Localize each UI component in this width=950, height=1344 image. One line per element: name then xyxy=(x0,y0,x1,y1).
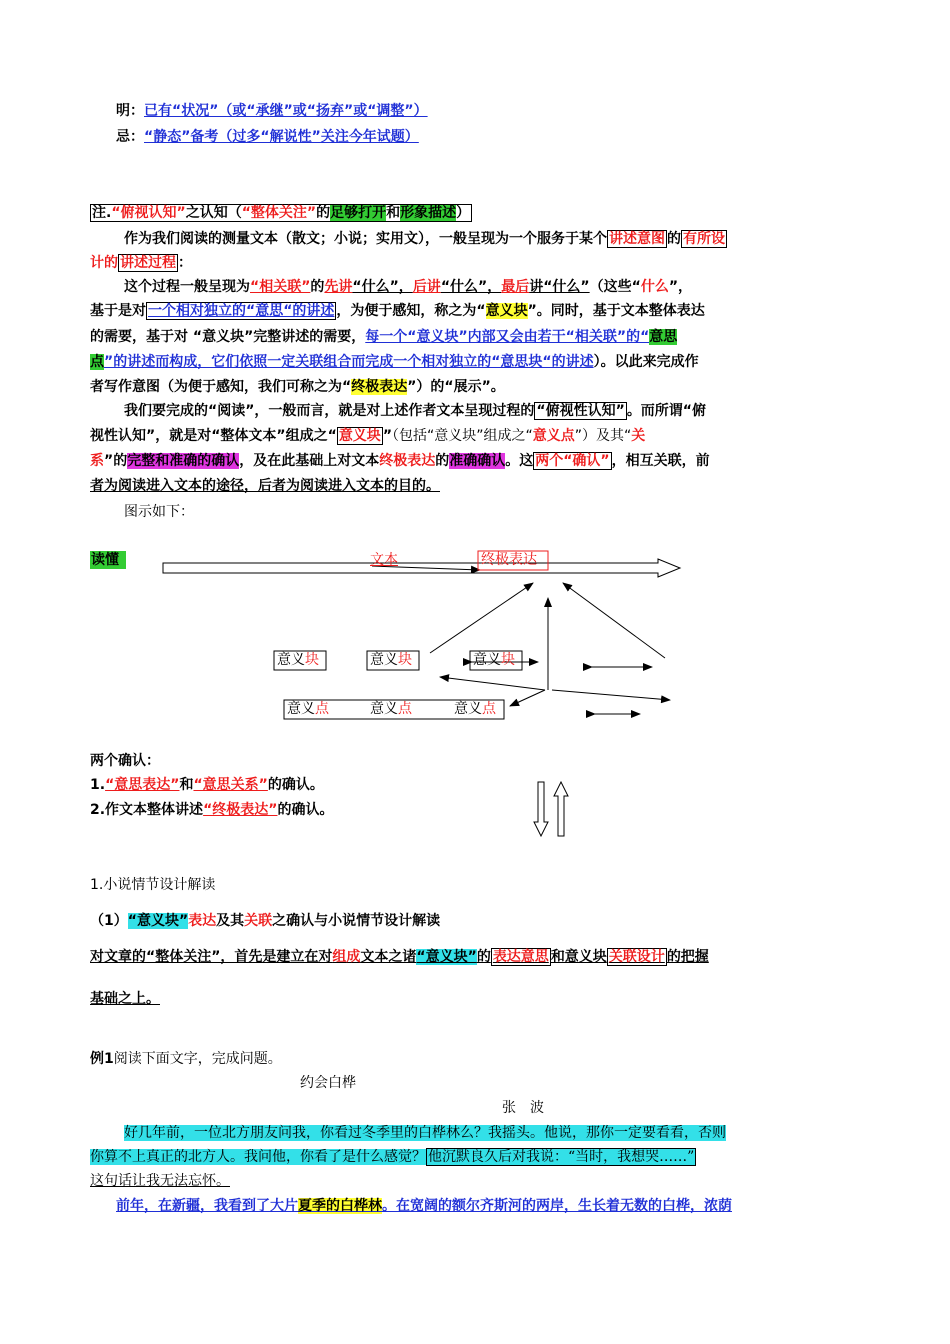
p2-l: ”， xyxy=(668,279,693,295)
p2-i: 讲“什么” xyxy=(529,279,590,295)
ex-s4a: 前年，在新疆，我看到了大片 xyxy=(116,1198,298,1214)
p3-block: 意义块 xyxy=(338,428,381,444)
c1-d: 的确认。 xyxy=(267,777,324,793)
p3-guan: 关 xyxy=(631,428,646,444)
sub-express: 表达 xyxy=(188,913,217,929)
p2-j: （这些“ xyxy=(589,279,641,295)
ex-line1 xyxy=(124,1124,726,1142)
p3-1a: 我们要完成的“阅读”，一般而言，就是对上述作者文本呈现过程的 xyxy=(124,403,535,419)
p3-2c: ” xyxy=(382,428,393,444)
p2-first: 先讲 xyxy=(324,279,353,295)
c1-c: “意思关系” xyxy=(193,777,268,793)
block-1-b: 块 xyxy=(305,652,319,668)
p2-block: 意义块 xyxy=(485,303,528,319)
p3-2f: ”）及其“ xyxy=(574,428,632,444)
note-describe: 形象描述 xyxy=(400,205,457,221)
p2-2e: ”。同时，基于文本整体表达 xyxy=(527,303,705,319)
p2-narration: 一个相对独立的“意思“的讲述 xyxy=(148,303,335,319)
p3-3b: ”的 xyxy=(104,453,128,469)
p3-1c: 。而所谓“俯 xyxy=(626,403,707,419)
point-3-b: 点 xyxy=(482,701,496,717)
pa4: “意义块” xyxy=(416,949,477,965)
section-para-a xyxy=(90,948,709,966)
p2-c: 的 xyxy=(310,279,325,295)
confirm-1 xyxy=(90,776,324,794)
note-open: 足够打开 xyxy=(330,205,387,221)
ex-s1: 好几年前，一位北方朋友问我，你看过冬季里的白桦林么？我摇头。他说，那你一定要看看，否则 xyxy=(124,1125,726,1141)
point-1 xyxy=(287,700,329,718)
note-c: 之认知（ xyxy=(185,205,242,221)
p1-text: 作为我们阅读的测量文本（散文；小说；实用文），一般呈现为一个服务于某个 xyxy=(124,231,607,247)
pa2: 组成 xyxy=(332,949,361,965)
p2-3a: 的需要，基于对 “意义块”完整讲述的需要， xyxy=(90,329,366,345)
pa6: 表达意思 xyxy=(492,949,549,965)
p2-last: 最后 xyxy=(501,279,530,295)
diagram-caption: 图示如下： xyxy=(124,504,194,520)
point-2-a: 意义 xyxy=(370,701,398,717)
p3-complete: 完整和准确的确认 xyxy=(127,453,240,469)
down-arrow xyxy=(534,782,548,836)
example-title: 约会白桦 xyxy=(300,1075,356,1091)
note-e: 的 xyxy=(316,205,331,221)
fan-3 xyxy=(552,690,670,700)
p3-accurate: 准确确认 xyxy=(449,453,506,469)
ex-line2 xyxy=(90,1148,696,1166)
ex-line3: 这句话让我无法忘怀。 xyxy=(90,1173,230,1189)
p1-process: 讲述过程 xyxy=(120,255,176,271)
example-intro xyxy=(90,1050,282,1068)
ji-text: “静态”备考（过多“解说性”关注今年试题） xyxy=(144,129,419,145)
p3-overview: “俯视性认知” xyxy=(536,403,625,419)
point-3-a: 意义 xyxy=(454,701,482,717)
note-prefix: 注. xyxy=(92,205,112,221)
p1-design: 有所设 xyxy=(683,231,725,247)
confirm-title: 两个确认： xyxy=(90,753,160,769)
c2-a: 2.作文本整体讲述 xyxy=(90,802,204,818)
p2-related: “相关联” xyxy=(250,279,311,295)
p2-point: 点 xyxy=(90,354,104,370)
block-3 xyxy=(473,651,515,669)
ex-s4b: 夏季的白桦林 xyxy=(298,1198,382,1214)
ji-label: 忌： xyxy=(116,129,144,145)
c1-a: “意思表达” xyxy=(105,777,180,793)
p1-de: 的 xyxy=(667,231,681,247)
p2-ultimate: 终极表达 xyxy=(351,379,408,395)
pa3: 文本之诸 xyxy=(360,949,417,965)
p3-two-confirm: 两个“确认” xyxy=(535,453,610,469)
p2-k: 什么 xyxy=(640,279,669,295)
p3-3d: ，及在此基础上对文本 xyxy=(239,453,380,469)
c1-b: 和 xyxy=(179,777,194,793)
tri-left xyxy=(430,583,533,653)
c1-num: 1. xyxy=(90,777,106,793)
p1-ji: 计 xyxy=(90,255,104,271)
c2-b: “终极表达” xyxy=(203,802,278,818)
p2-2a: 基于是对 xyxy=(90,303,146,319)
block-1 xyxy=(277,651,319,669)
p3-3f: 的 xyxy=(435,453,450,469)
sub-a: （1） xyxy=(90,913,128,929)
sub-d: 及其 xyxy=(216,913,245,929)
p2-3b: 每一个“意义块”内部又会由若干“相关联”的“ xyxy=(365,329,650,345)
example-author: 张 波 xyxy=(502,1100,544,1116)
tri-right xyxy=(563,583,665,658)
pa9: 的把握 xyxy=(666,949,709,965)
p2-5a: 者写作意图（为便于感知，我们可称之为“ xyxy=(90,379,352,395)
pa5: 的 xyxy=(476,949,491,965)
section-heading: 1.小说情节设计解读 xyxy=(90,877,216,893)
read-label: 读懂 xyxy=(91,552,119,568)
note-i: ） xyxy=(456,205,471,221)
block-3-a: 意义 xyxy=(473,652,501,668)
ming-label: 明： xyxy=(116,103,144,119)
pa8: 关联设计 xyxy=(608,949,665,965)
sub-f: 之确认与小说情节设计解读 xyxy=(272,913,441,929)
confirm-2 xyxy=(90,801,333,819)
p3-2d: （包括“意义块”组成之“ xyxy=(392,428,533,444)
ex-s2a: 你算不上真正的北方人。我问他，你看了是什么感觉？ xyxy=(90,1149,426,1165)
p1-de2: 的 xyxy=(104,255,118,271)
sub-link: 关联 xyxy=(244,913,273,929)
point-1-a: 意义 xyxy=(287,701,315,717)
point-1-b: 点 xyxy=(315,701,329,717)
sub-block: “意义块” xyxy=(127,913,189,929)
note-overview: “俯视认知” xyxy=(111,205,186,221)
block-2-b: 块 xyxy=(398,652,412,668)
p3-3h: 。这 xyxy=(505,453,534,469)
fan-1 xyxy=(440,677,545,690)
p2-a: 这个过程一般呈现为 xyxy=(124,279,250,295)
p2-meaning: 意思 xyxy=(649,329,678,345)
p1-colon: ： xyxy=(178,255,192,271)
up-arrow xyxy=(554,782,568,836)
p3-2a: 视性认知”，就是对“整体文本”组成之“ xyxy=(90,428,337,444)
point-2-b: 点 xyxy=(398,701,412,717)
point-3 xyxy=(454,700,496,718)
point-2 xyxy=(370,700,412,718)
p3-3j: ，相互关联，前 xyxy=(611,453,710,469)
block-2-a: 意义 xyxy=(370,652,398,668)
p2-4c: ）。以此来完成作 xyxy=(593,354,699,370)
p2-5c: ”）的“展示”。 xyxy=(407,379,505,395)
note-g: 和 xyxy=(386,205,401,221)
ultimate-label: 终极表达 xyxy=(481,552,537,568)
ex-num: 例1 xyxy=(90,1051,114,1067)
p2-e: “什么”， xyxy=(352,279,413,295)
p2-2c: ，为便于感知，称之为“ xyxy=(336,303,486,319)
block-2 xyxy=(370,651,412,669)
block-1-a: 意义 xyxy=(277,652,305,668)
p3-4: 者为阅读进入文本的途径，后者为阅读进入文本的目的。 xyxy=(90,478,440,494)
ex-instr: 阅读下面文字，完成问题。 xyxy=(113,1051,282,1067)
ex-s2b: 他沉默良久后对我说：“当时，我想哭……” xyxy=(428,1149,695,1165)
p2-g: “什么”， xyxy=(440,279,502,295)
c2-c: 的确认。 xyxy=(277,802,334,818)
p3-ultimate: 终极表达 xyxy=(379,453,436,469)
p2-4b: ”的讲述而构成，它们依照一定关联组合而完成一个相对独立的“意思块“的讲述 xyxy=(104,354,594,370)
ming-text: 已有“状况”（或“承继”或“扬弃”或“调整”） xyxy=(144,103,428,119)
pa1: 对文章的“整体关注”，首先是建立在对 xyxy=(90,949,333,965)
text-label: 文本 xyxy=(370,552,398,568)
ex-line4 xyxy=(116,1197,732,1215)
section-sub xyxy=(90,912,440,930)
p3-point: 意义点 xyxy=(532,428,575,444)
ex-s4c: 。在宽阔的额尔齐斯河的两岸，生长着无数的白桦，浓荫 xyxy=(382,1198,732,1214)
note-whole: “整体关注” xyxy=(241,205,317,221)
pa7: 和意义块 xyxy=(550,949,607,965)
block-3-b: 块 xyxy=(501,652,515,668)
p1-intent: 讲述意图 xyxy=(609,231,665,247)
section-para-b: 基础之上。 xyxy=(90,991,160,1007)
fan-2 xyxy=(510,690,545,706)
p2-then: 后讲 xyxy=(412,279,441,295)
p3-xi: 系 xyxy=(90,453,104,469)
